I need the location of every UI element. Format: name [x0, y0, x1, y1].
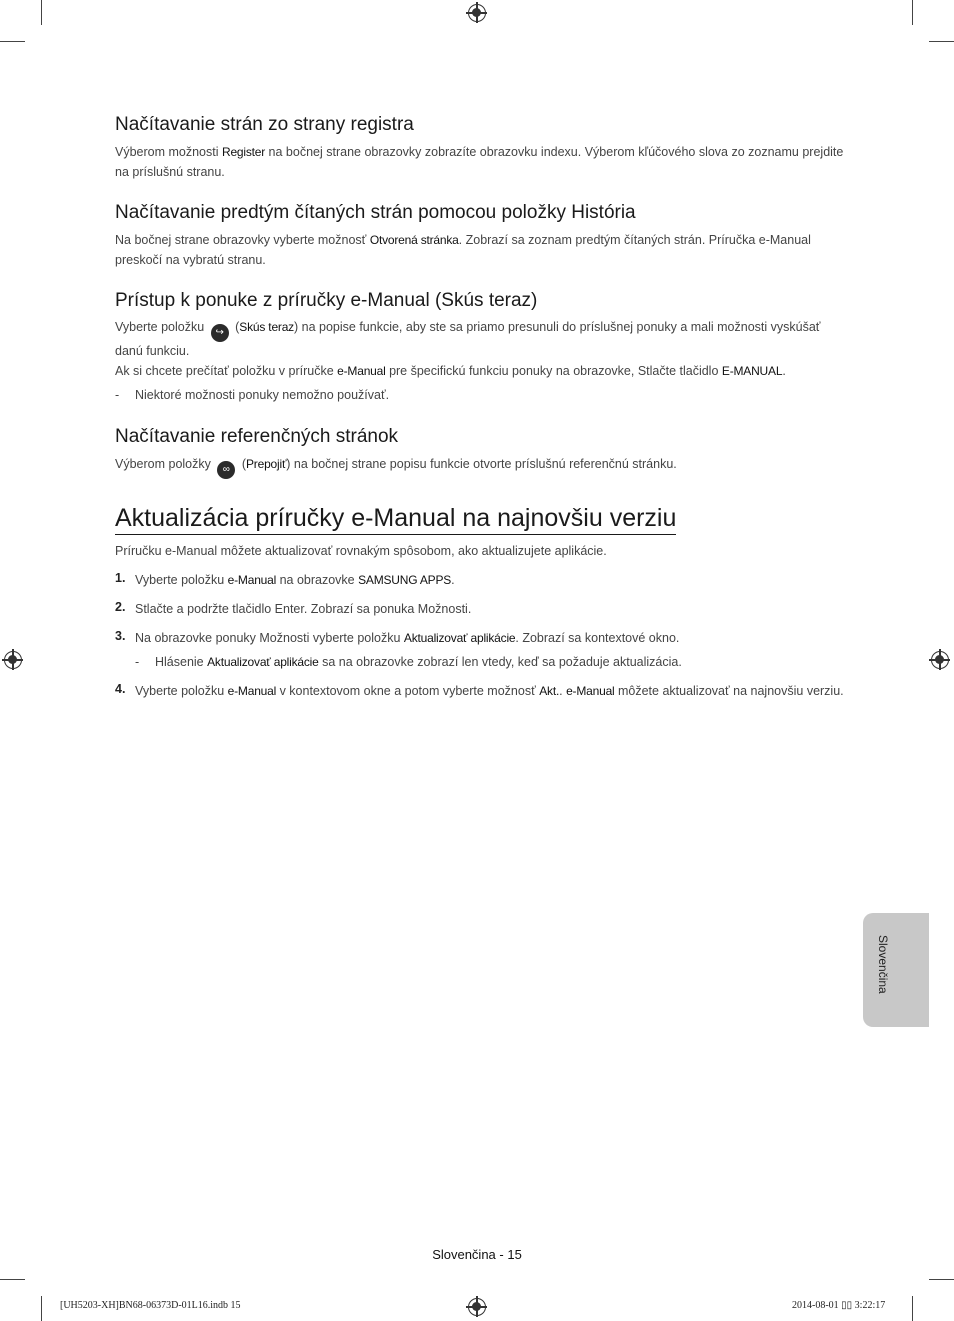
step-number: 3.: [115, 629, 126, 643]
step-number: 2.: [115, 600, 126, 614]
link-chain-icon: ∞: [217, 461, 235, 479]
crop-mark: [0, 1279, 25, 1280]
step-text: Vyberte položku e-Manual v kontextovom okne a potom vyberte možnosť Akt.. e-Manual môžete aktualizovať na najnovšiu verziu.: [135, 684, 844, 698]
crop-mark: [41, 0, 42, 25]
section-text: Výberom položky ∞ (Prepojiť) na bočnej strane popisu funkcie otvorte príslušnú referenčnú stránku.: [115, 455, 845, 479]
registration-mark-icon: [4, 651, 22, 669]
crop-mark: [41, 1296, 42, 1321]
print-file-info: [UH5203-XH]BN68-06373D-01L16.indb 15: [60, 1300, 241, 1311]
page-title: Aktualizácia príručky e-Manual na najnovšiu verziu: [115, 503, 676, 535]
language-side-tab: [863, 913, 929, 1027]
registration-mark-icon: [468, 1298, 486, 1316]
section-heading: Načítavanie referenčných stránok: [115, 426, 399, 447]
step-note: - Hlásenie Aktualizovať aplikácie sa na obrazovke zobrazí len vtedy, keď sa požaduje aktualizácia.: [135, 655, 682, 669]
intro-text: Príručku e-Manual môžete aktualizovať rovnakým spôsobom, ako aktualizujete aplikácie.: [115, 544, 607, 558]
section-heading: Načítavanie predtým čítaných strán pomocou položky História: [115, 202, 636, 223]
registration-mark-icon: [931, 651, 949, 669]
crop-mark: [912, 1296, 913, 1321]
note: - Niektoré možnosti ponuky nemožno používať.: [115, 388, 390, 402]
section-text: Na bočnej strane obrazovky vyberte možnosť Otvorená stránka. Zobrazí sa zoznam predtým čítaných strán. Príručka e-Manual preskočí na vybratú stranu.: [115, 233, 811, 267]
step-text: Vyberte položku e-Manual na obrazovke SAMSUNG APPS.: [135, 573, 455, 587]
section-heading: Načítavanie strán zo strany registra: [115, 114, 414, 135]
section-text: Výberom možnosti Register na bočnej strane obrazovky zobrazíte obrazovku indexu. Výberom kľúčového slova zo zoznamu prejdite na príslušnú stranu.: [115, 145, 844, 179]
crop-mark: [929, 41, 954, 42]
section-heading: Prístup k ponuke z príručky e-Manual (Skús teraz): [115, 290, 538, 311]
print-date: 2014-08-01 ▯▯ 3:22:17: [792, 1300, 886, 1311]
step-text: Na obrazovke ponuky Možnosti vyberte položku Aktualizovať aplikácie. Zobrazí sa kontextové okno.: [135, 631, 680, 645]
step-number: 1.: [115, 571, 126, 585]
step-number: 4.: [115, 682, 126, 696]
language-tab-label: Slovenčina: [876, 935, 890, 994]
registration-mark-icon: [468, 4, 486, 22]
share-arrow-icon: ↪: [211, 324, 229, 342]
crop-mark: [929, 1279, 954, 1280]
crop-mark: [0, 41, 25, 42]
section-text: Ak si chcete prečítať položku v príručke e-Manual pre špecifickú funkciu ponuky na obrazovke, Stlačte tlačidlo E-MANUAL.: [115, 364, 786, 378]
crop-mark: [912, 0, 913, 25]
section-text: Vyberte položku ↪ (Skús teraz) na popise funkcie, aby ste sa priamo presunuli do príslušnej ponuky a mali možnosti vyskúšať danú funkciu.: [115, 320, 821, 358]
page-number: Slovenčina - 15: [432, 1247, 522, 1262]
step-text: Stlačte a podržte tlačidlo Enter. Zobrazí sa ponuka Možnosti.: [135, 602, 472, 616]
